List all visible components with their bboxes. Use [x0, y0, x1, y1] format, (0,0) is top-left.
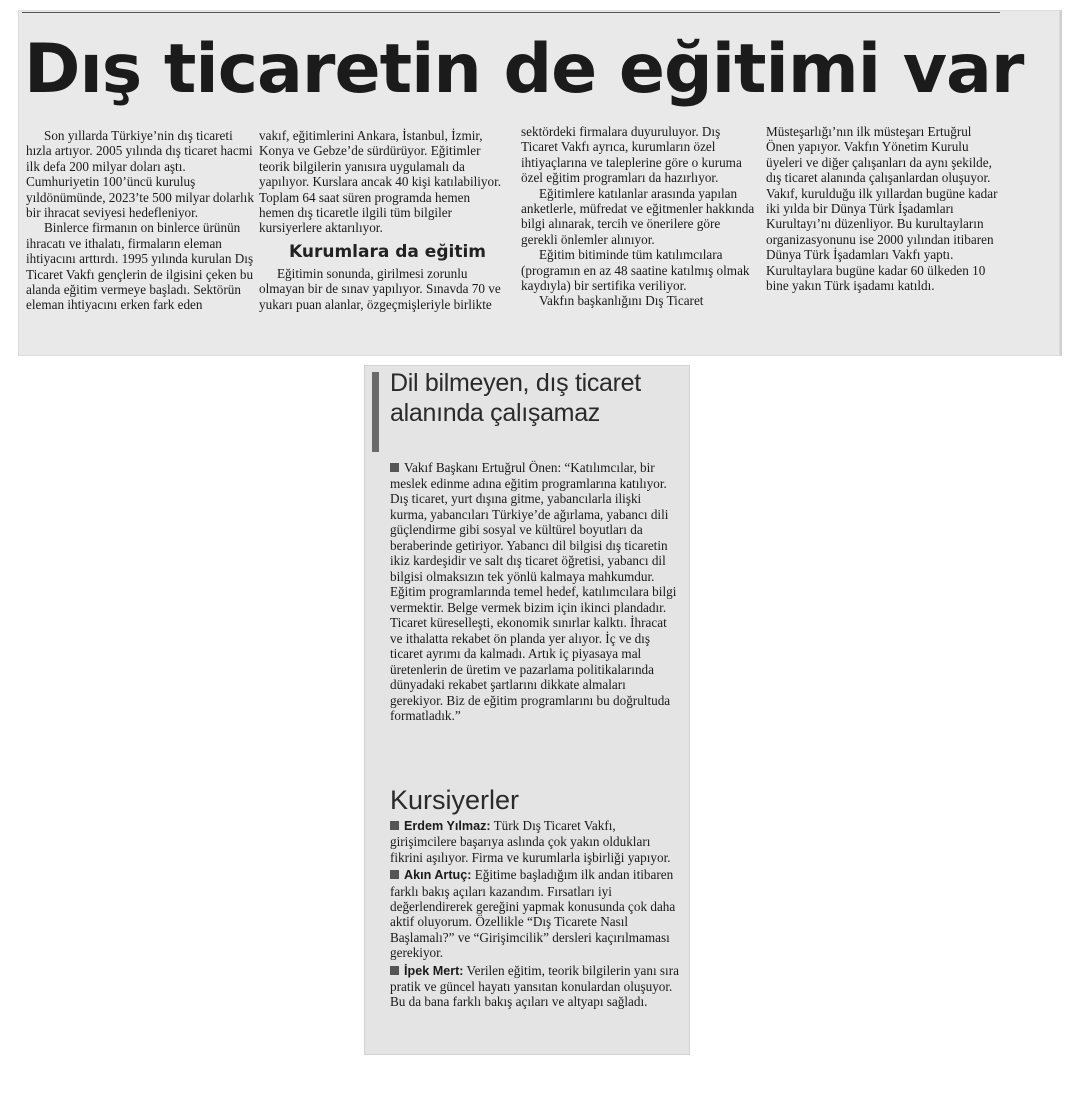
person-name: Akın Artuç: — [404, 868, 472, 883]
top-rule — [22, 12, 1000, 13]
quote-text: Vakıf Başkanı Ertuğrul Önen: “Katılımcılar, bir meslek edinme adına eğitim programlarına katılıyor. Dış ticaret, yurt dışına gitme, yabancılarla ilişki kurma, yabancıları Türkiye’de ağırlama, yabancı dili güçlendirme gibi sosyal ve kültürel boyutları da beraberinde getiriyor. Yabancı dil bilgisi dış ticaretin ikiz kardeşidir ve salt dış ticaret öğretisi, yabancı dil bilgisi olmaksızın tek yönlü kalmaya mahkumdur. Eğitim programlarında temel hedef, katılımcılara bilgi vermektir. Belge vermek bizim için ikinci plandadır. Ticaret küreselleşti, ekonomik sınırlar kalktı. İhracat ve ithalatta rekabet ön planda yer alıyor. İç ve dış ticaret ayrımı da kalmadı. Artık iç piyasaya mal üretenlerin de üretim ve pazarlama politikalarında dünyadaki rekabet şartlarını dikkate almaları gerekiyor. Biz de eğitim programlarını bu doğrultuda formatladık.” — [390, 460, 677, 723]
kursiyerler-title: Kursiyerler — [390, 785, 520, 815]
box-quote — [390, 460, 680, 724]
list-item — [390, 818, 682, 865]
paragraph: Eğitimin sonunda, girilmesi zorunlu olmayan bir de sınav yapılıyor. Sınavda 70 ve yukarı puan alanlar, özgeçmişleriyle birlikte — [259, 265, 501, 312]
list-item — [390, 867, 682, 960]
square-bullet-icon — [390, 463, 399, 472]
person-name: Erdem Yılmaz: — [404, 819, 491, 833]
square-bullet-icon — [390, 821, 399, 830]
list-item — [390, 963, 682, 1010]
paragraph: sektördeki firmalara duyuruluyor. Dış Ticaret Vakfı ayrıca, kurumların özel ihtiyaçlarına ve taleplerine göre o kuruma özel eğitim programları da hazırlıyor. — [521, 124, 742, 186]
section-subhead: Kurumlara da eğitim — [289, 241, 487, 262]
clipping-edge — [1060, 10, 1062, 356]
column-4 — [766, 124, 1002, 293]
person-quote: Verilen eğitim, teorik bilgilerin yanı sıra pratik ve güncel hayatı yansıtan konulardan oluşuyor. Bu da bana farklı bakış açıları ve altyapı sağladı. — [390, 962, 679, 1010]
paragraph: Müsteşarlığı’nın ilk müsteşarı Ertuğrul Önen yapıyor. Vakfın Yönetim Kurulu üyeleri ve diğer çalışanları da aynı şekilde, dış ticaret alanında çalışanlardan oluşuyor. Vakıf, kurulduğu ilk yıllardan bugüne kadar iki yılda bir Dünya Türk İşadamları Kurultayı’nı düzenliyor. Bu kurultayların organizasyonunu ise 2000 yılından itibaren Dünya Türk İşadamları Vakfı yaptı. Kurultaylara bugüne kadar 60 ülkeden 10 bine yakın Türk işadamı katıldı. — [766, 124, 998, 294]
box-title: Dil bilmeyen, dış ticaret alanında çalışamaz — [390, 369, 641, 427]
person-quote: Eğitime başladığım ilk andan itibaren farklı bakış açıları kazandım. Fırsatları iyi değerlendirerek gereğini yapmak konusunda çok daha aktif oluyorum. Özellikle “Dış Ticarete Nasıl Başlamalı?” ve “Girişimcilik” dersleri kaçırılmaması gerekiyor. — [390, 867, 676, 961]
column-2 — [259, 128, 507, 312]
paragraph: Vakfın başkanlığını Dış Ticaret — [539, 293, 704, 309]
paragraph: Binlerce firmanın on binlerce ürünün ihracatı ve ithalatı, firmaların eleman ihtiyacını arttırdı. 1995 yılında kurulan Dış Ticaret Vakfı gençlerin de ilgisini çeken bu alanda eğitim vermeye başladı. Sektörün eleman ihtiyacını erken fark eden — [26, 220, 254, 313]
column-3 — [521, 124, 757, 309]
paragraph: Eğitim bitiminde tüm katılımcılara (programın en az 48 saatine katılmış olmak kaydıyla) bir sertifika veriliyor. — [521, 247, 750, 294]
column-1 — [26, 128, 256, 313]
paragraph: vakıf, eğitimlerini Ankara, İstanbul, İzmir, Konya ve Gebze’de sürdürüyor. Eğitimler teorik bilgilerin yanısıra uygulamalı da yapılıyor. Kurslara ancak 40 kişi katılabiliyor. Toplam 64 saat süren programda hemen hemen dış ticaretle ilgili tüm bilgiler kursiyerlere aktarılıyor. — [259, 128, 502, 236]
paragraph: Son yıllarda Türkiye’nin dış ticareti hızla artıyor. 2005 yılında dış ticaret hacmi ilk defa 200 milyar doları aştı. Cumhuriyetin 100’üncü kuruluş yıldönümünde, 2023’te 500 milyar dolarlık bir ihracat seviyesi hedefleniyor. — [26, 128, 254, 221]
person-name: İpek Mert: — [404, 963, 464, 978]
person-quote: Türk Dış Ticaret Vakfı, girişimcilere başarıya aslında çok yakın oldukları fikrini aşılıyor. Firma ve kurumlarla işbirliği yapıyor. — [390, 818, 671, 865]
square-bullet-icon — [390, 870, 399, 879]
headline: Dış ticaretin de eğitimi var — [24, 30, 1024, 109]
box-accent-bar — [372, 372, 379, 452]
paragraph: Eğitimlere katılanlar arasında yapılan anketlerle, müfredat ve eğitmenler hakkında bilgi alınarak, tercih ve önerilere göre gerekli önlemler alınıyor. — [521, 185, 755, 247]
square-bullet-icon — [390, 966, 399, 975]
kursiyerler-list — [390, 818, 682, 1012]
